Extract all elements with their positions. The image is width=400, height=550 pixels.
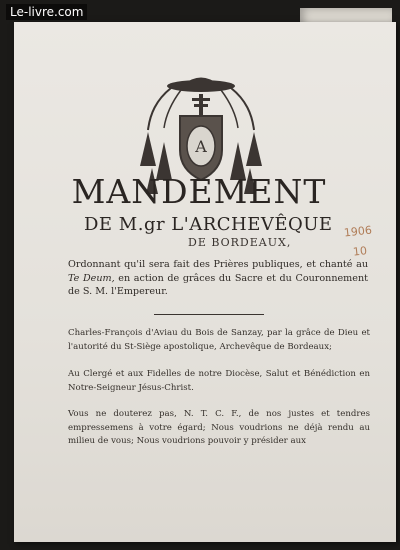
annotation-number: 10 (352, 244, 368, 259)
svg-text:A: A (195, 137, 207, 156)
document-object (68, 258, 368, 299)
document-subtitle: DE M.gr L'ARCHEVÊQUE (84, 214, 333, 235)
annotation-year: 1906 (343, 223, 373, 240)
object-text-start: Ordonnant qu'il sera fait des Prières publiques, et chanté au (68, 259, 368, 270)
object-text-end: en action de grâces du Sacre et du Couronnement de S. M. l'Empereur. (68, 272, 368, 297)
document-title: MANDEMENT (71, 172, 327, 211)
object-text-italic: Te Deum, (68, 272, 115, 284)
handwritten-annotation (340, 220, 378, 263)
document-page (14, 22, 396, 542)
document-subtitle-city: DE BORDEAUX, (188, 236, 292, 249)
divider-rule (154, 314, 264, 315)
paragraph-body: Vous ne douterez pas, N. T. C. F., de nos justes et tendres empressemens à votre égard; Nous voudrions ne déjà rendu au milieu de vous; Nous voudrions pouvoir y présider aux (68, 409, 370, 446)
paragraph-address: Au Clergé et aux Fidelles de notre Diocèse, Salut et Bénédiction en Notre-Seigneur Jésus-Christ. (68, 369, 370, 393)
watermark-label: Le-livre.com (6, 4, 87, 20)
paragraph-author: Charles-François d'Aviau du Bois de Sanzay, par la grâce de Dieu et l'autorité du St-Siège apostolique, Archevêque de Bordeaux; (68, 328, 370, 352)
